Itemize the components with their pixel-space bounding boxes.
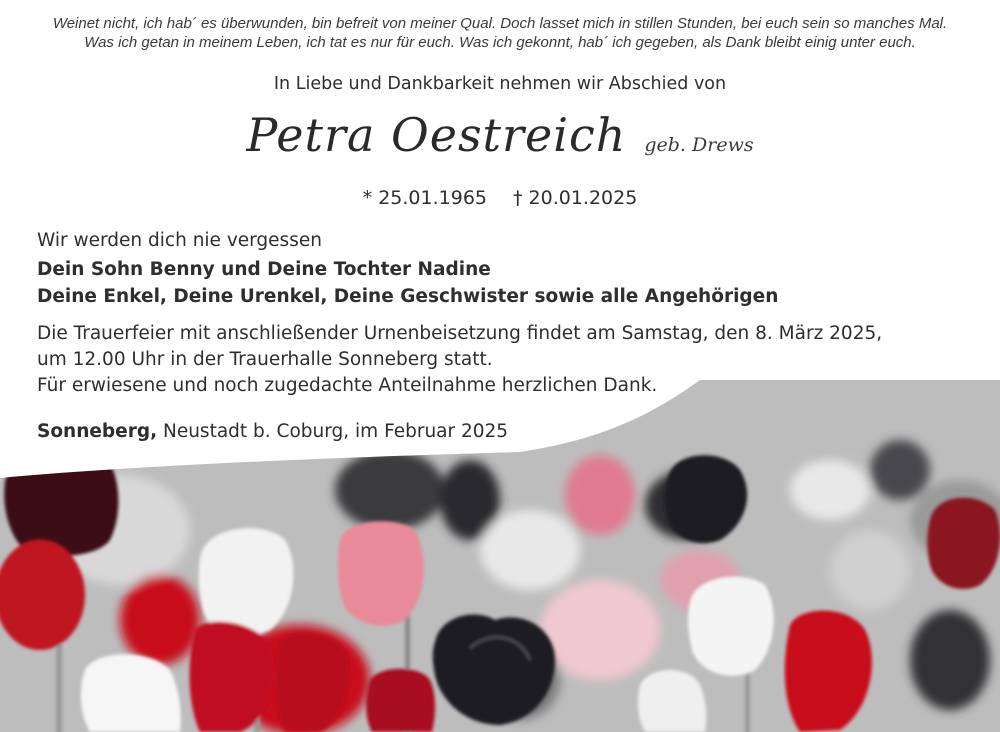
- life-dates: [0, 187, 1000, 209]
- poem-line: Was ich getan in meinem Leben, ich tat es nur für euch. Was ich gekonnt, hab´ ich gegeben, als Dank bleibt einig unter euch.: [84, 34, 916, 51]
- family-line: Deine Enkel, Deine Urenkel, Deine Geschwister sowie alle Angehörigen: [37, 286, 779, 307]
- farewell-intro: In Liebe und Dankbarkeit nehmen wir Abschied von: [273, 74, 727, 94]
- info-line: Für erwiesene und noch zugedachte Anteilnahme herzlichen Dank.: [37, 375, 658, 396]
- deceased-name: Petra Oestreich: [246, 108, 627, 162]
- birth-date: * 25.01.1965: [362, 187, 487, 209]
- family-line: Dein Sohn Benny und Deine Tochter Nadine: [37, 259, 491, 280]
- poem-line: Weinet nicht, ich hab´ es überwunden, bin befreit von meiner Qual. Doch lasset mich in stillen Stunden, bei euch sein so manches Mal.: [52, 15, 948, 32]
- info-line: um 12.00 Uhr in der Trauerhalle Sonneberg statt.: [37, 349, 493, 370]
- maiden-name: geb. Drews: [644, 134, 754, 156]
- place-town: Sonneberg,: [37, 421, 158, 442]
- poem: [0, 14, 1000, 52]
- funeral-info: [37, 321, 957, 399]
- message: Wir werden dich nie vergessen: [37, 230, 322, 251]
- deceased-name-line: [0, 108, 1000, 162]
- place-date-line: [37, 421, 957, 442]
- place-rest: Neustadt b. Coburg, im Februar 2025: [157, 421, 509, 442]
- death-date: † 20.01.2025: [513, 187, 638, 209]
- info-line: Die Trauerfeier mit anschließender Urnenbeisetzung findet am Samstag, den 8. März 2025,: [37, 323, 883, 344]
